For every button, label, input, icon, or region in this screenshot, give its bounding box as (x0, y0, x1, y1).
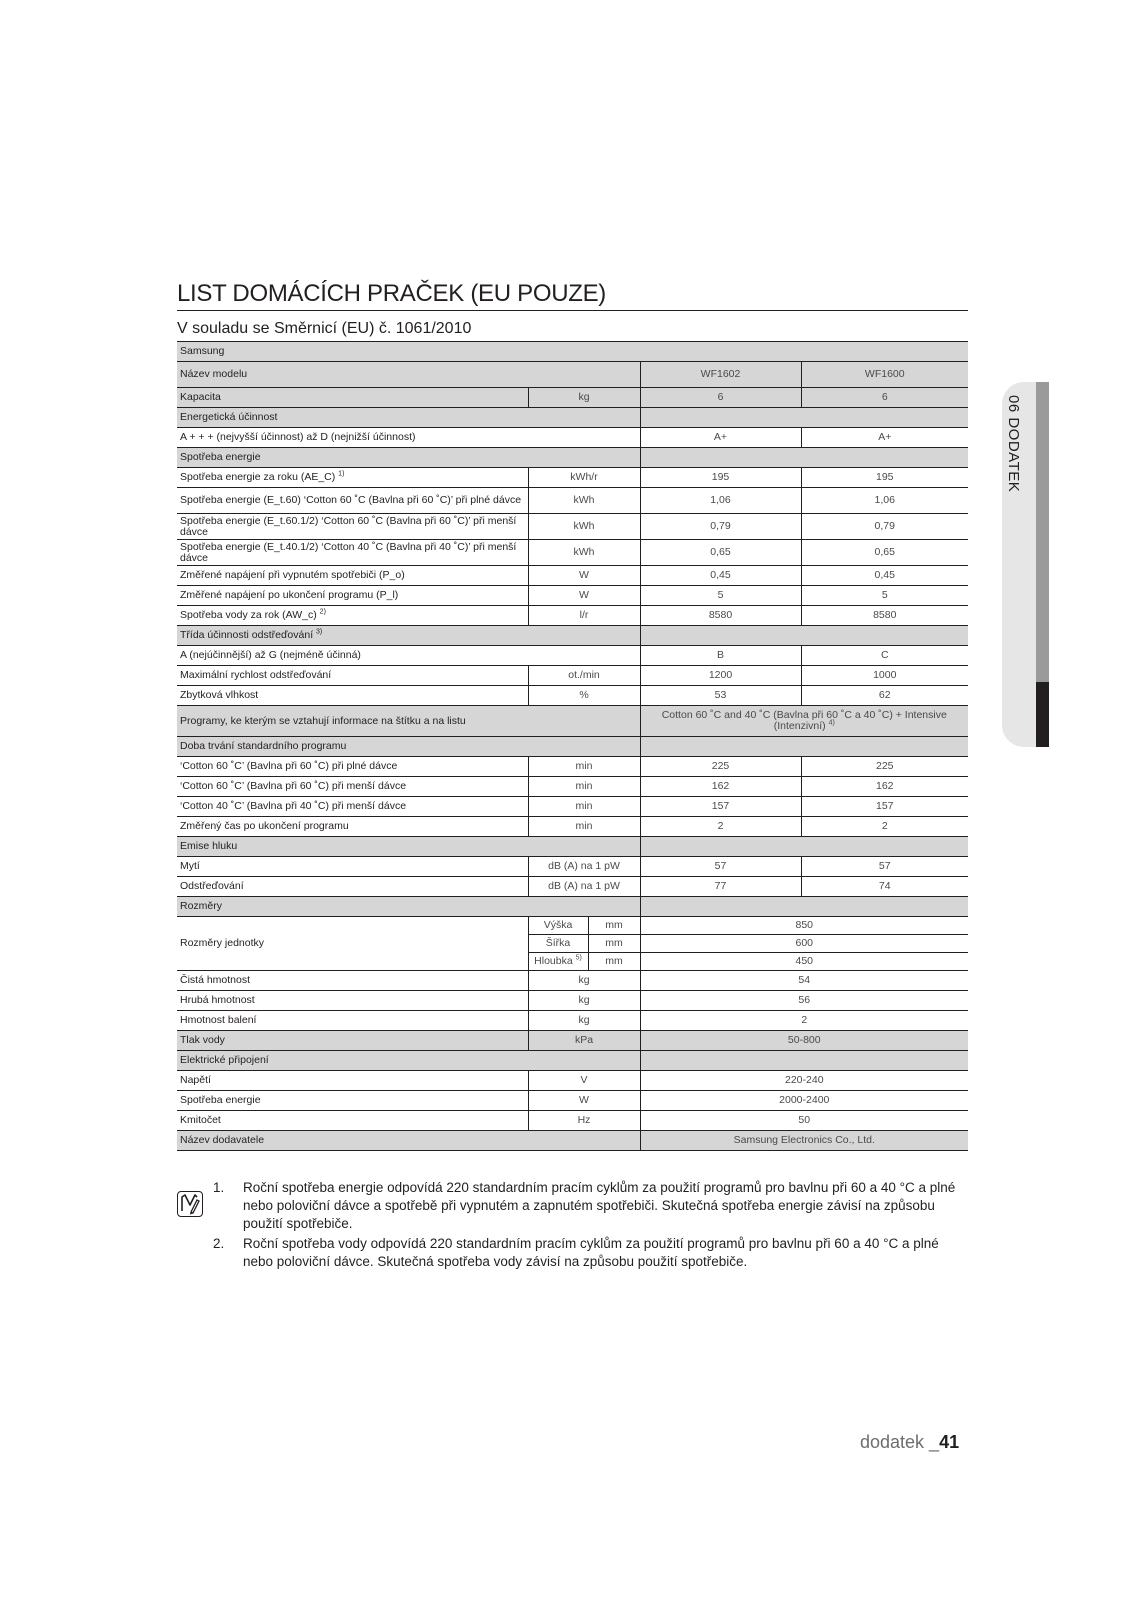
row-value-1: 1200 (640, 666, 801, 686)
table-row (177, 566, 968, 586)
row-value-1: A+ (640, 428, 801, 448)
side-tab-bar (1036, 382, 1049, 682)
table-row (177, 797, 968, 817)
table-row (177, 1131, 968, 1151)
dim-label: Šířka (528, 935, 588, 953)
row-value-1: 2 (640, 817, 801, 837)
row-unit: kWh (528, 540, 640, 566)
table-row (177, 1111, 968, 1131)
table-row (177, 991, 968, 1011)
row-label: Programy, ke kterým se vztahují informace na štítku a na listu (177, 706, 640, 737)
row-value-2: 1000 (801, 666, 968, 686)
row-label: ‘Cotton 40 ˚C’ (Bavlna při 40 ˚C) při menší dávce (177, 797, 528, 817)
row-value: 56 (640, 991, 968, 1011)
row-unit: Hz (528, 1111, 640, 1131)
row-label: Spotřeba energie (E_t.60) ‘Cotton 60 ˚C (Bavlna při 60 ˚C)’ při plné dávce (177, 488, 528, 514)
row-unit: kg (528, 971, 640, 991)
row-label: Rozměry jednotky (177, 917, 528, 971)
row-value-1: 5 (640, 586, 801, 606)
row-value-1: 195 (640, 468, 801, 488)
row-value-2: 62 (801, 686, 968, 706)
row-value-1: B (640, 646, 801, 666)
row-label: Zbytková vlhkost (177, 686, 528, 706)
row-label: ‘Cotton 60 ˚C’ (Bavlna při 60 ˚C) při menší dávce (177, 777, 528, 797)
table-row (177, 706, 968, 737)
dim-unit: mm (588, 953, 640, 971)
table-row (177, 666, 968, 686)
row-label: Změřené napájení po ukončení programu (P_l) (177, 586, 528, 606)
row-unit: ot./min (528, 666, 640, 686)
table-row (177, 777, 968, 797)
table-row (177, 897, 968, 917)
row-label: Kmitočet (177, 1111, 528, 1131)
table-row (177, 342, 968, 362)
row-value-1: 1,06 (640, 488, 801, 514)
row-value: 2 (640, 1011, 968, 1031)
row-value-1: 0,79 (640, 514, 801, 540)
row-value-2: 2 (801, 817, 968, 837)
row-value: 54 (640, 971, 968, 991)
section-heading: Elektrické připojení (177, 1051, 640, 1071)
row-unit: kWh/r (528, 468, 640, 488)
row-value-1: 77 (640, 877, 801, 897)
model-label: Název modelu (177, 362, 640, 388)
row-label: Kapacita (177, 388, 528, 408)
row-label: Spotřeba energie (177, 1091, 528, 1111)
row-label: Změřené napájení při vypnutém spotřebiči (P_o) (177, 566, 528, 586)
section-heading: Rozměry (177, 897, 640, 917)
row-value-2: 8580 (801, 606, 968, 626)
table-row (177, 468, 968, 488)
model-1: WF1602 (640, 362, 801, 388)
row-unit: % (528, 686, 640, 706)
section-heading: Třída účinnosti odstřeďování $^{3)}$ (177, 626, 640, 646)
row-label: Maximální rychlost odstřeďování (177, 666, 528, 686)
row-value-2: 162 (801, 777, 968, 797)
dim-value: 600 (640, 935, 968, 953)
row-label: ‘Cotton 60 ˚C’ (Bavlna při 60 ˚C) při plné dávce (177, 757, 528, 777)
table-row (177, 586, 968, 606)
table-row (177, 1071, 968, 1091)
section-heading: Doba trvání standardního programu (177, 737, 640, 757)
page-title: LIST DOMÁCÍCH PRAČEK (EU POUZE) (177, 280, 968, 311)
row-label: Čistá hmotnost (177, 971, 528, 991)
dim-label: Výška (528, 917, 588, 935)
row-unit: dB (A) na 1 pW (528, 877, 640, 897)
row-label: Změřený čas po ukončení programu (177, 817, 528, 837)
row-value: Samsung Electronics Co., Ltd. (640, 1131, 968, 1151)
row-value-2: C (801, 646, 968, 666)
row-value: 50 (640, 1111, 968, 1131)
page-footer: dodatek _41 (860, 1432, 960, 1452)
chapter-label: 06 DODATEK (1005, 395, 1022, 493)
table-row (177, 757, 968, 777)
table-row (177, 488, 968, 514)
row-unit: W (528, 566, 640, 586)
row-unit: min (528, 777, 640, 797)
row-unit: W (528, 586, 640, 606)
table-row (177, 606, 968, 626)
dim-value: 450 (640, 953, 968, 971)
row-unit: kWh (528, 514, 640, 540)
table-row (177, 971, 968, 991)
row-label: Odstřeďování (177, 877, 528, 897)
table-row (177, 1091, 968, 1111)
model-2: WF1600 (801, 362, 968, 388)
row-unit: dB (A) na 1 pW (528, 857, 640, 877)
row-unit: min (528, 817, 640, 837)
row-unit: W (528, 1091, 640, 1111)
table-row (177, 408, 968, 428)
row-value-2: 0,65 (801, 540, 968, 566)
table-row (177, 1031, 968, 1051)
row-label: Spotřeba energie (E_t.40.1/2) ‘Cotton 40 ˚C (Bavlna při 40 ˚C)’ při menší dávce (177, 540, 528, 566)
row-value-1: 57 (640, 857, 801, 877)
row-unit: V (528, 1071, 640, 1091)
row-label: A (nejúčinnější) až G (nejméně účinná) (177, 646, 640, 666)
table-row (177, 686, 968, 706)
row-unit: kg (528, 991, 640, 1011)
side-tab-marker (1036, 682, 1049, 747)
row-label: Hmotnost balení (177, 1011, 528, 1031)
section-heading: Emise hluku (177, 837, 640, 857)
row-label: A + + + (nejvyšší účinnost) až D (nejnižší účinnost) (177, 428, 640, 448)
table-row (177, 917, 968, 935)
dim-label: Hloubka $^{5)}$ (528, 953, 588, 971)
row-unit: kg (528, 1011, 640, 1031)
row-unit: min (528, 797, 640, 817)
table-row (177, 388, 968, 408)
row-value-2: 0,45 (801, 566, 968, 586)
brand-cell: Samsung (177, 342, 968, 362)
dim-unit: mm (588, 935, 640, 953)
note-pencil-icon (177, 1191, 203, 1217)
programs-value: Cotton 60 ˚C and 40 ˚C (Bavlna při 60 ˚C a 40 ˚C) + Intensive (Intenzivní) $^{4)}$ (640, 706, 968, 737)
row-unit: l/r (528, 606, 640, 626)
page-subtitle: V souladu se Směrnicí (EU) č. 1061/2010 (177, 320, 472, 337)
dim-unit: mm (588, 917, 640, 935)
row-value: 220-240 (640, 1071, 968, 1091)
row-label: Tlak vody (177, 1031, 528, 1051)
table-row (177, 737, 968, 757)
row-value-1: 53 (640, 686, 801, 706)
row-label: Spotřeba energie (E_t.60.1/2) ‘Cotton 60 ˚C (Bavlna při 60 ˚C)’ při menší dávce (177, 514, 528, 540)
row-value-2: 6 (801, 388, 968, 408)
row-value-2: 157 (801, 797, 968, 817)
row-value-1: 8580 (640, 606, 801, 626)
table-row (177, 448, 968, 468)
row-unit: kg (528, 388, 640, 408)
row-label: Spotřeba vody za rok (AW_c) $^{2)}$ (177, 606, 528, 626)
row-value-2: A+ (801, 428, 968, 448)
section-heading: Spotřeba energie (177, 448, 640, 468)
row-value-1: 0,45 (640, 566, 801, 586)
row-value-2: 1,06 (801, 488, 968, 514)
row-label: Napětí (177, 1071, 528, 1091)
row-value-2: 74 (801, 877, 968, 897)
row-unit: kPa (528, 1031, 640, 1051)
row-label: Hrubá hmotnost (177, 991, 528, 1011)
table-row (177, 540, 968, 566)
spec-table (177, 341, 968, 1151)
row-label: Spotřeba energie za roku (AE_C) $^{1)}$ (177, 468, 528, 488)
row-value-2: 0,79 (801, 514, 968, 540)
row-value-1: 162 (640, 777, 801, 797)
row-value-2: 225 (801, 757, 968, 777)
row-label: Mytí (177, 857, 528, 877)
row-value-1: 157 (640, 797, 801, 817)
table-row (177, 362, 968, 388)
row-value-1: 225 (640, 757, 801, 777)
section-heading: Energetická účinnost (177, 408, 640, 428)
table-row (177, 877, 968, 897)
table-row (177, 837, 968, 857)
row-value-1: 6 (640, 388, 801, 408)
row-unit: min (528, 757, 640, 777)
dim-value: 850 (640, 917, 968, 935)
row-unit: kWh (528, 488, 640, 514)
table-row (177, 514, 968, 540)
table-row (177, 428, 968, 448)
row-value-2: 195 (801, 468, 968, 488)
table-row (177, 1051, 968, 1071)
table-row (177, 1011, 968, 1031)
row-value: 2000-2400 (640, 1091, 968, 1111)
row-value-2: 5 (801, 586, 968, 606)
row-value-2: 57 (801, 857, 968, 877)
row-label: Název dodavatele (177, 1131, 640, 1151)
row-value: 50-800 (640, 1031, 968, 1051)
table-row (177, 626, 968, 646)
table-row (177, 857, 968, 877)
table-row (177, 817, 968, 837)
table-row (177, 646, 968, 666)
row-value-1: 0,65 (640, 540, 801, 566)
